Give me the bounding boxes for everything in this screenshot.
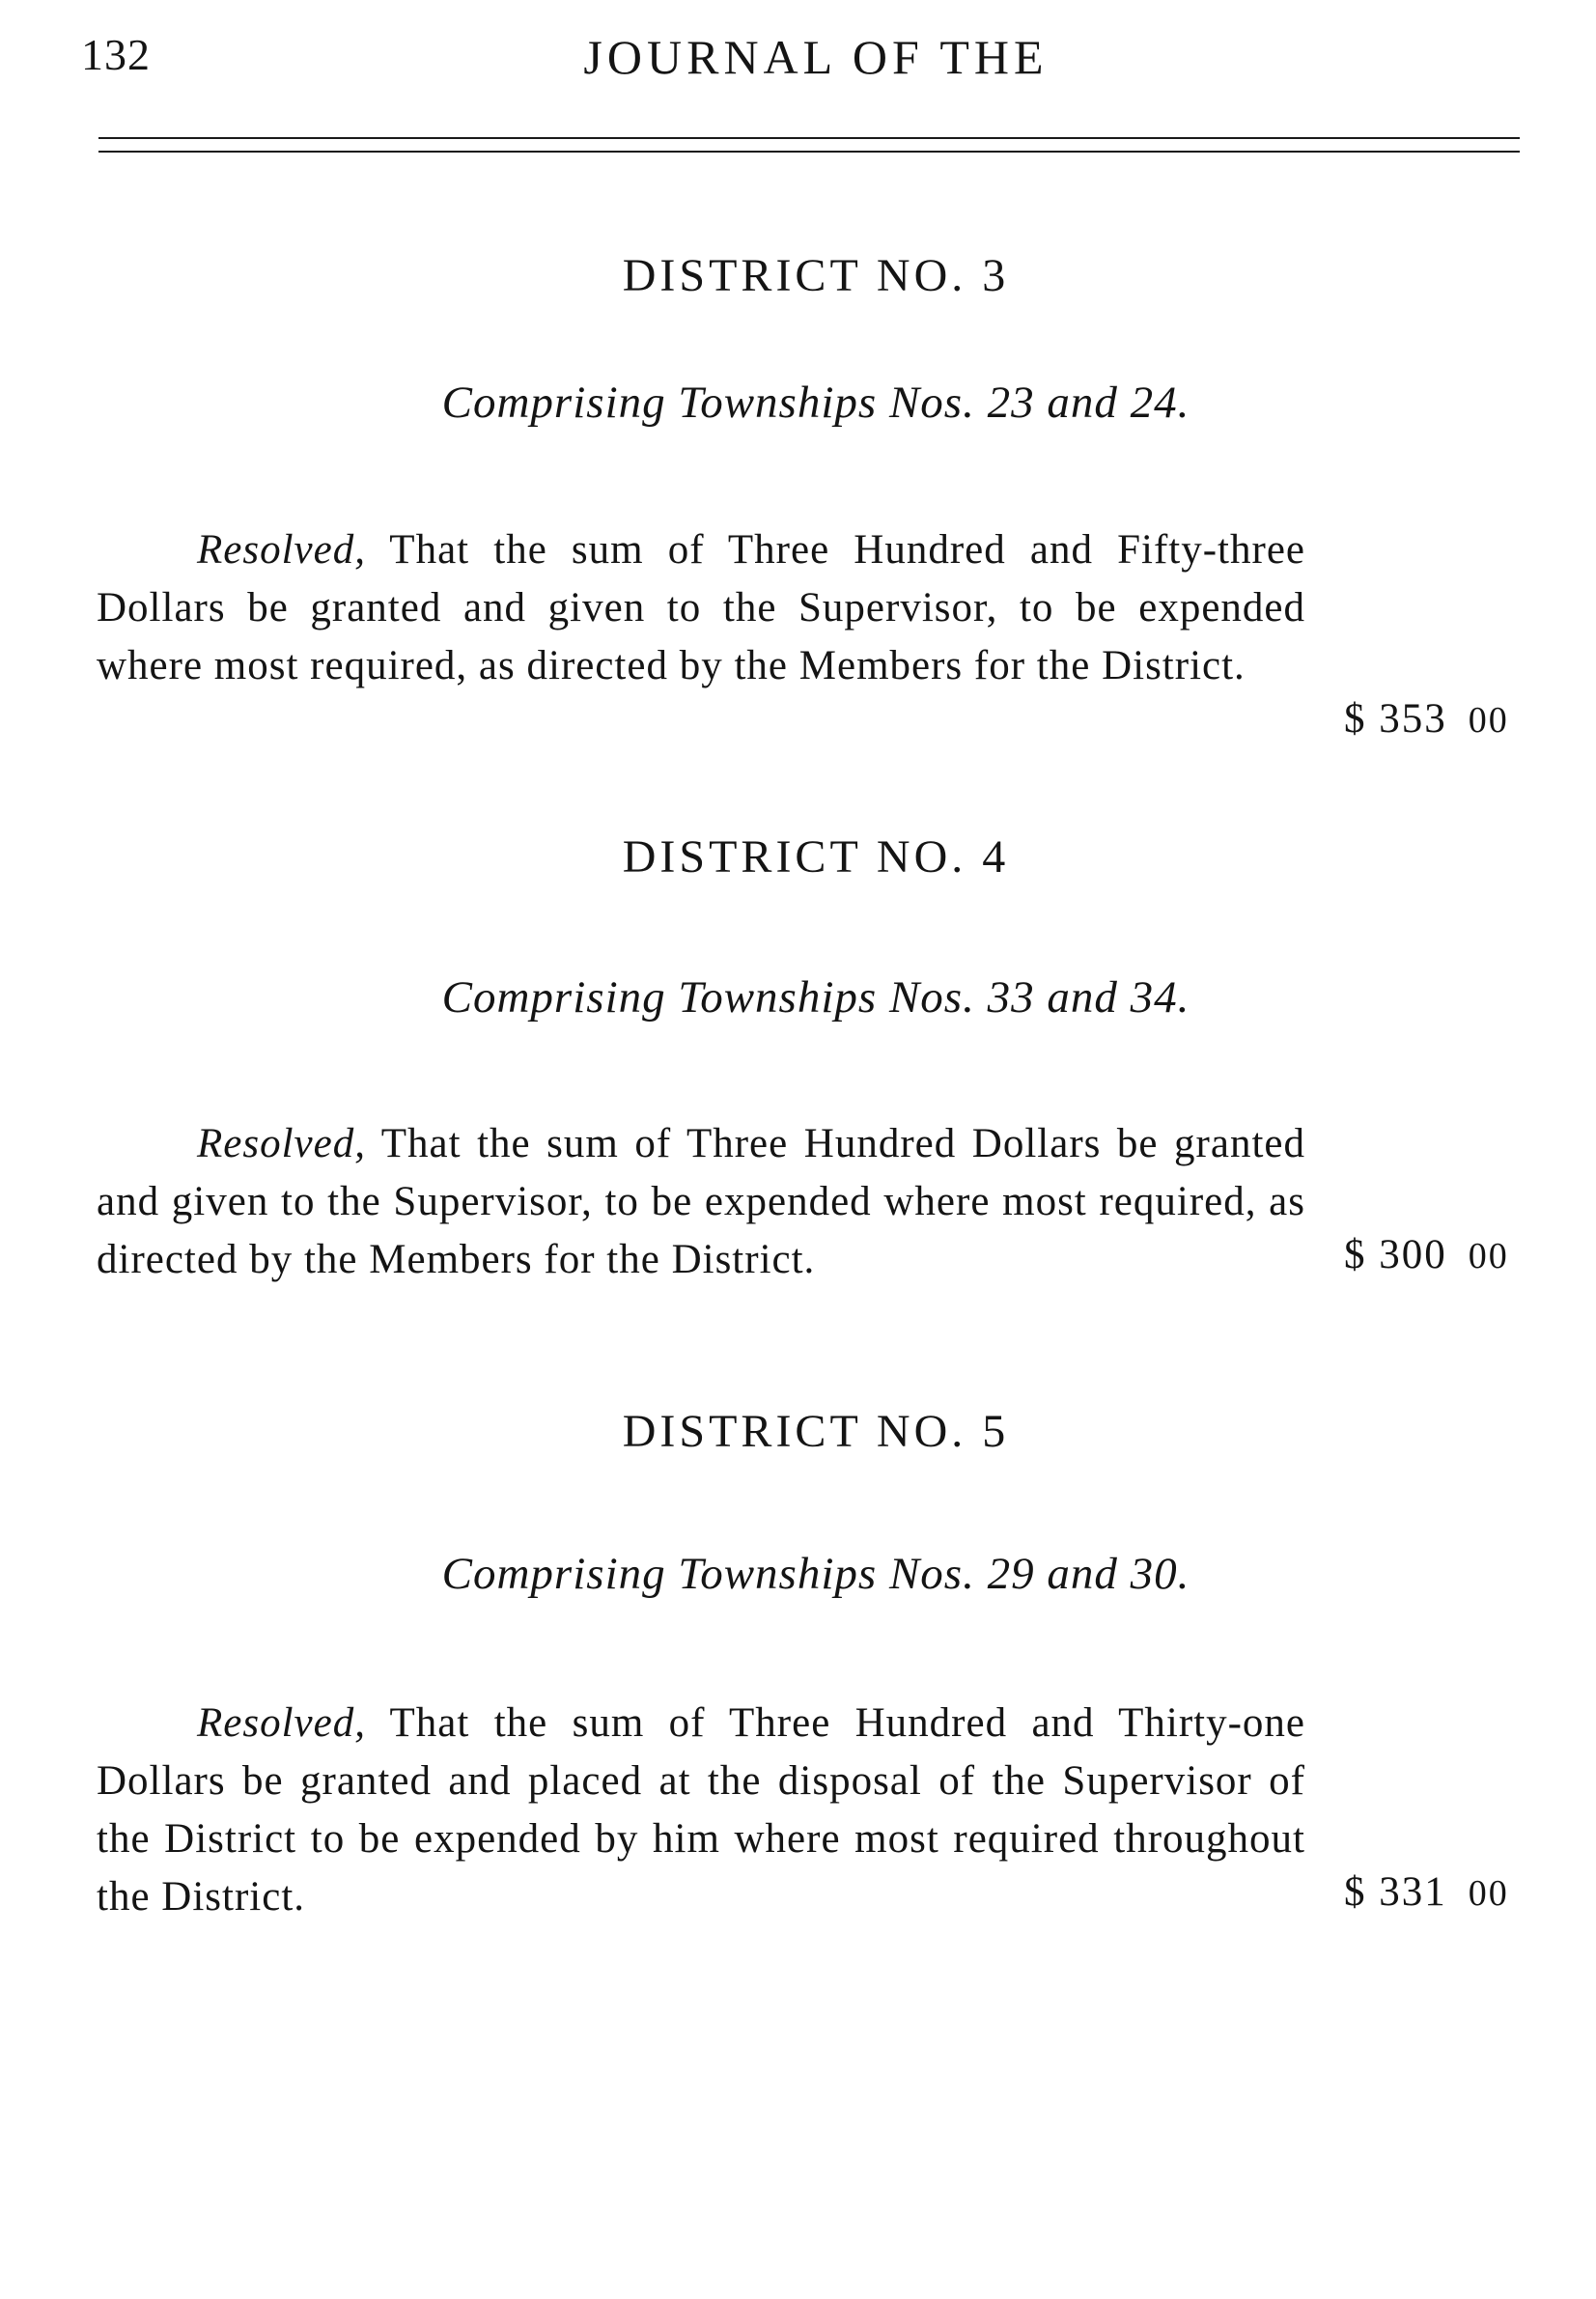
district-3-resolution [97, 521, 1305, 695]
currency-sign: $ [1344, 1232, 1367, 1277]
amount-cents: 00 [1468, 1873, 1509, 1914]
running-title: JOURNAL OF THE [583, 30, 1049, 84]
resolved-word: Resolved, [197, 1700, 366, 1746]
resolution-text: That the sum of Three Hundred Dollars be granted and given to the Supervisor, to be expended where most required, as directed by the Members for the District. [97, 1121, 1305, 1282]
resolved-word: Resolved, [197, 527, 366, 573]
district-4-heading: DISTRICT NO. 4 [622, 831, 1010, 883]
resolution-text: That the sum of Three Hundred and Fifty-three Dollars be granted and given to the Supervisor, to be expended where most required, as directed by the Members for the District. [97, 527, 1305, 688]
resolution-text: That the sum of Three Hundred and Thirty-one Dollars be granted and placed at the disposal of the Supervisor of the District to be expended by him where most required throughout the District. [97, 1700, 1305, 1920]
page-number: 132 [81, 30, 151, 79]
amount-cents: 00 [1468, 1236, 1509, 1276]
district-4-amount [1344, 1231, 1509, 1278]
currency-sign: $ [1344, 696, 1367, 742]
amount-dollars: 331 [1379, 1869, 1447, 1915]
amount-dollars: 300 [1379, 1232, 1447, 1277]
district-5-heading: DISTRICT NO. 5 [622, 1406, 1010, 1457]
header-rule [98, 137, 1520, 153]
district-3-subheading: Comprising Townships Nos. 23 and 24. [441, 378, 1190, 428]
amount-dollars: 353 [1379, 696, 1447, 742]
district-3-heading: DISTRICT NO. 3 [622, 250, 1010, 301]
resolved-word: Resolved, [197, 1121, 366, 1166]
district-5-subheading: Comprising Townships Nos. 29 and 30. [441, 1549, 1190, 1599]
district-4-resolution [97, 1115, 1305, 1289]
district-5-amount [1344, 1868, 1509, 1916]
currency-sign: $ [1344, 1869, 1367, 1915]
district-3-amount [1344, 695, 1509, 743]
district-4-subheading: Comprising Townships Nos. 33 and 34. [441, 972, 1190, 1023]
amount-cents: 00 [1468, 700, 1509, 741]
district-5-resolution [97, 1695, 1305, 1926]
